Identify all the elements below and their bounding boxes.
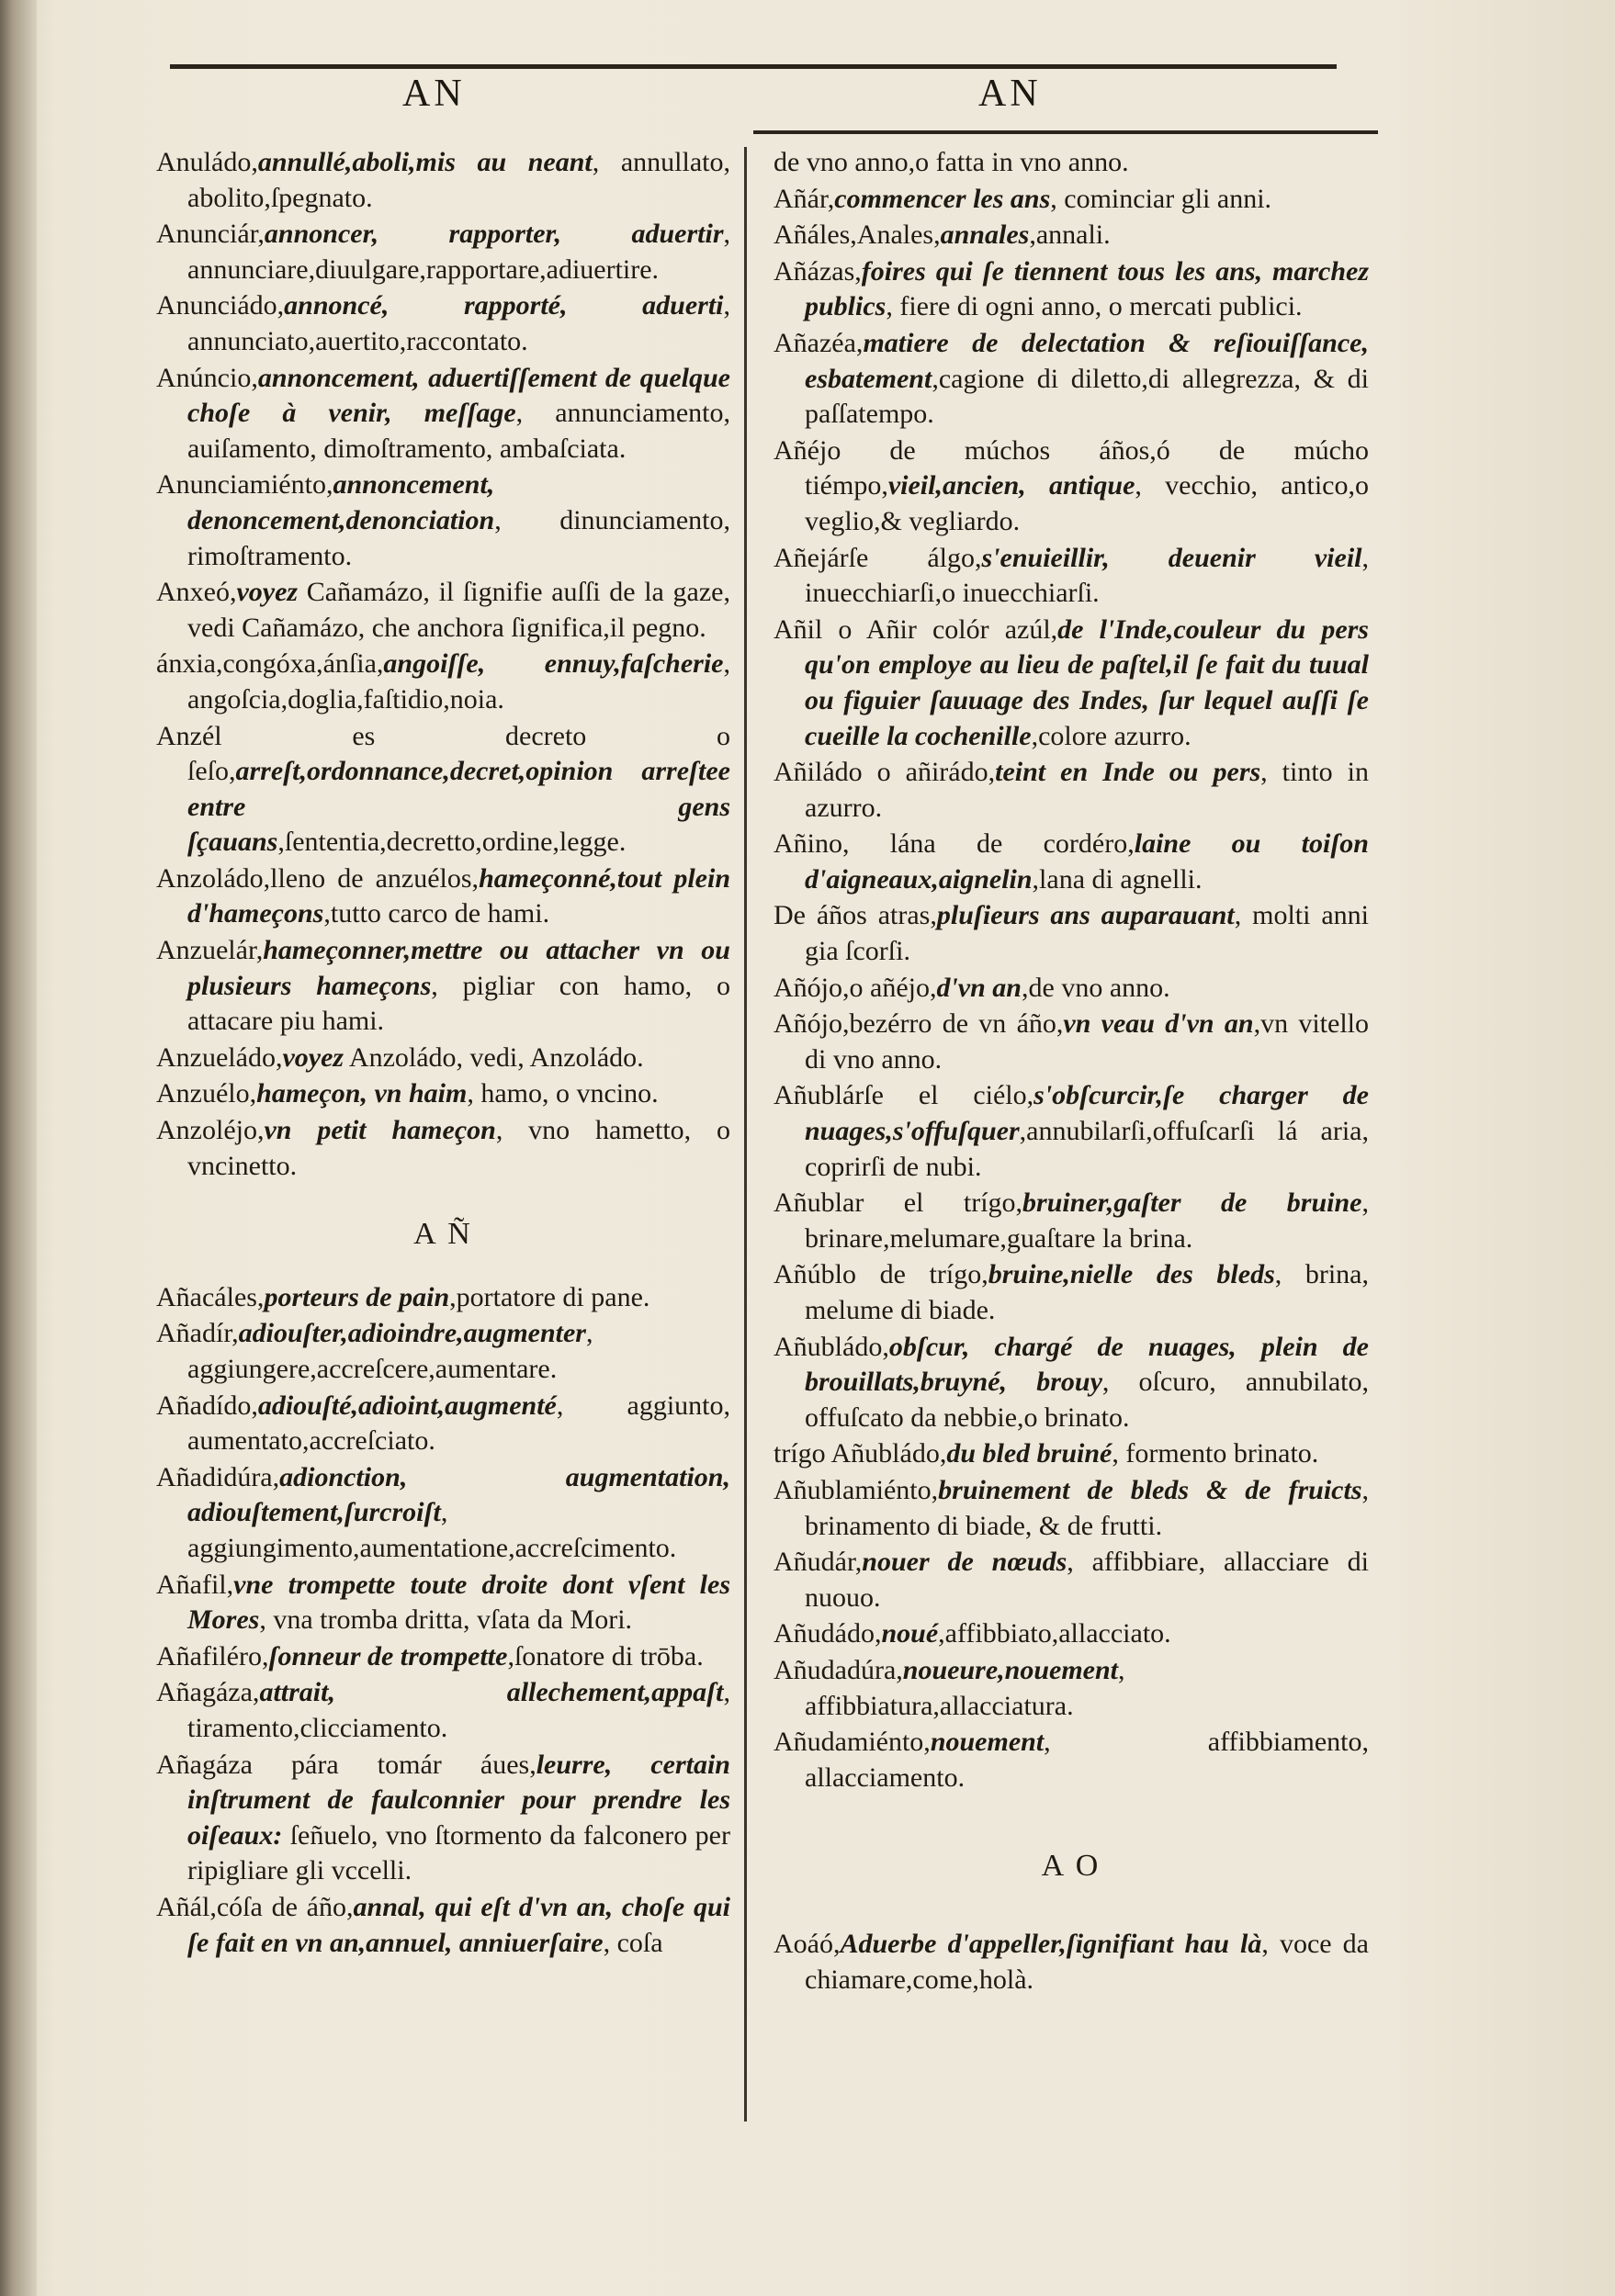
entry-headword: Añublamiénto, [774,1474,939,1505]
dictionary-entry [774,1725,1369,1795]
entry-italian-gloss: , affibbiatura,allacciatura. [805,1654,1125,1721]
dictionary-entry [774,755,1369,826]
entry-french-gloss: vn petit hameçon [264,1115,496,1146]
entry-headword: Anxeó, [156,577,237,608]
entry-headword: Anzoládo,lleno de anzuélos, [156,862,480,894]
dictionary-entry [156,1675,730,1746]
dictionary-entry [774,1257,1369,1328]
entry-french-gloss: annal, qui eſt d'vn an, choſe qui ſe fait en vn an,annuel, anniuerſaire [187,1891,730,1958]
entry-french-gloss: d'vn an [936,972,1022,1003]
entry-french-gloss: nouement [930,1727,1045,1758]
dictionary-entry [774,182,1369,218]
entry-french-gloss: angoiſſe, ennuy,faſcherie [383,648,724,680]
entry-french-gloss: adionction, augmentation, adiouſtement,ſurcroiſt [187,1461,730,1528]
entry-headword: Anunciár, [156,219,265,250]
entry-italian-gloss: , brinare,melumare,guaſtare la brina. [805,1187,1369,1254]
entry-headword: Anzuélo, [156,1078,257,1109]
entry-headword: Añadído, [156,1390,258,1421]
left-entries [156,145,730,1184]
dictionary-entry [774,254,1369,325]
entry-french-gloss: leurre, certain inſtrument de faulconnier pour prendre les oiſeaux: [187,1749,730,1851]
entry-headword: Añafiléro, [156,1640,269,1671]
dictionary-entry [156,861,730,932]
dictionary-entry [156,1041,730,1076]
entry-headword: Añubládo, [774,1331,889,1362]
entry-italian-gloss: , vno hametto, o vncinetto. [187,1115,731,1181]
entry-italian-gloss: , annullato, abolito,ſpegnato. [187,147,730,213]
entry-italian-gloss: ,annubilarſi,offuſcarſi lá aria, coprirſi de nubi. [805,1116,1369,1182]
entry-headword: Añiládo o añirádo, [774,757,996,788]
entry-headword: Anzueládo, [156,1041,283,1073]
entry-french-gloss: hameçonné,tout plein d'hameçons [187,862,731,929]
dictionary-entry [156,933,730,1040]
entry-italian-gloss: , annunciato,auertito,raccontato. [187,290,730,356]
right-column [774,145,1369,1998]
entry-headword: Anunciamiénto, [156,469,333,501]
entry-italian-gloss: ,tutto carco de hami. [323,898,550,929]
entry-italian-gloss: ,annali. [1029,219,1111,251]
entry-italian-gloss: , affibbiamento, allacciamento. [805,1727,1369,1793]
entry-headword: Añagáza, [156,1677,260,1708]
entry-italian-gloss: , affibbiare, allacciare di nuouo. [805,1547,1369,1613]
entry-headword: Añudadúra, [774,1654,903,1685]
dictionary-entry [774,1436,1369,1472]
dictionary-entry [774,541,1369,612]
entry-italian-gloss: ,affibbiato,allacciato. [938,1618,1171,1649]
dictionary-entry [156,1280,730,1316]
left-entries-2 [156,1280,730,1961]
entry-headword: Añójo,bezérro de vn áño, [774,1008,1064,1040]
entry-french-gloss: vne trompette toute droite dont vſent les Mores [187,1569,730,1636]
entry-headword: Añublárſe el ciélo, [774,1080,1034,1111]
entry-headword: Anúncio, [156,362,258,393]
entry-headword: Añál,cóſa de áño, [156,1891,354,1922]
dictionary-entry [156,467,730,574]
entry-french-gloss: voyez [236,577,299,608]
entry-french-gloss: foires qui ſe tiennent tous les ans, marchez publics [805,255,1369,322]
entry-italian-gloss: , vna tromba dritta, vſata da Mori. [259,1604,633,1636]
entry-headword: De áños atras, [774,900,937,931]
entry-headword: ánxia,congóxa,ánſia, [156,648,384,680]
entry-french-gloss: voyez [282,1041,344,1073]
entry-italian-gloss: , aggiungimento,aumentatione,accreſcimento. [187,1497,677,1563]
dictionary-entry [774,613,1369,754]
entry-french-gloss: Aduerbe d'appeller,ſignifiant hau là [840,1928,1262,1959]
entry-headword: Añafil, [156,1569,234,1600]
entry-french-gloss: du bled bruiné [946,1438,1112,1469]
entry-italian-gloss: Cañamázo, il ſignifie auſſi de la gaze, vedi Cañamázo, che anchora ſignifica,il pegno. [187,577,730,643]
dictionary-entry [156,1568,730,1638]
dictionary-entry [774,433,1369,540]
dictionary-entry [156,1460,730,1567]
entry-italian-gloss: , brina, melume di biade. [805,1259,1369,1325]
entry-italian-gloss: ,ſonatore di trōba. [507,1640,704,1671]
entry-french-gloss: noueure,nouement [902,1654,1119,1685]
entry-headword: Añár, [774,183,835,214]
entry-headword: Añadidúra, [156,1461,280,1492]
entry-french-gloss: ſonneur de trompette [268,1640,508,1671]
head-rule-right [753,130,1378,134]
dictionary-entry [156,217,730,287]
entry-french-gloss: annoncement, aduertiſſement de quelque choſe à venir, meſſage [187,362,730,429]
dictionary-entry [156,575,730,646]
entry-headword: Anunciádo, [156,290,285,321]
entry-french-gloss: s'obſcurcir,ſe charger de nuages,s'offuſquer [805,1080,1369,1147]
entry-headword: trígo Añubládo, [774,1438,947,1469]
dictionary-entry [774,1186,1369,1256]
entry-headword: Añúblo de trígo, [774,1259,988,1290]
entry-italian-gloss: , annunciamento, auiſamento, dimoſtramento, ambaſciata. [187,398,730,464]
dictionary-entry [774,1007,1369,1077]
entry-headword: Añagáza pára tomár áues, [156,1749,536,1780]
entry-italian-gloss: , aggiunto, aumentato,accreſciato. [187,1390,730,1457]
entry-headword: Añáles,Anales, [774,219,941,251]
dictionary-entry [156,1639,730,1675]
entry-italian-gloss: , coſa [603,1927,663,1958]
entry-headword: Añino, lána de cordéro, [774,828,1135,860]
dictionary-entry [156,1748,730,1889]
dictionary-entry [156,145,730,216]
entry-french-gloss: teint en Inde ou pers [995,757,1261,788]
entry-french-gloss: bruiner,gaſter de bruine [1022,1187,1362,1219]
running-head-left: AN [402,73,466,115]
entry-french-gloss: s'enuieillir, deuenir vieil [981,542,1362,573]
dictionary-entry [774,1616,1369,1652]
dictionary-entry [156,288,730,359]
entry-headword: Añil o Añir colór azúl, [774,613,1058,645]
entry-french-gloss: commencer les ans [834,183,1051,214]
entry-headword: Anzél es decreto o ſeſo, [156,720,730,787]
dictionary-entry [156,1113,730,1184]
entry-headword: Añázas, [774,255,862,287]
entry-french-gloss: hameçon, vn haim [256,1078,468,1109]
entry-french-gloss: arreſt,ordonnance,decret,opinion arreſtee entre gens ſçauans [187,756,730,858]
entry-french-gloss: adiouſté,adioint,augmenté [257,1390,557,1421]
column-divider [744,147,747,2122]
entry-italian-gloss: ,vn vitello di vno anno. [805,1008,1369,1075]
entry-italian-gloss: , hamo, o vncino. [467,1078,659,1109]
entry-italian-gloss: , aggiungere,accreſcere,aumentare. [187,1318,593,1384]
dictionary-entry [156,1316,730,1387]
entry-french-gloss: laine ou toiſon d'aigneaux,aignelin [805,828,1369,895]
entry-headword: Añejárſe álgo, [774,542,982,573]
entry-headword: Aoáó, [774,1928,841,1959]
dictionary-entry [774,1545,1369,1615]
dictionary-entry [774,971,1369,1007]
entry-headword: Añudádo, [774,1618,882,1649]
entry-headword: Añadír, [156,1318,239,1349]
entry-french-gloss: bruinement de bleds & de fruicts [938,1474,1362,1505]
entry-french-gloss: nouer de nœuds [862,1547,1067,1578]
entry-italian-gloss: , voce da chiamare,come,holà. [805,1928,1369,1995]
entry-french-gloss: noué [881,1618,939,1649]
entry-italian-gloss: ,de vno anno. [1022,972,1170,1003]
dictionary-entry [774,1330,1369,1436]
entry-headword: Añublar el trígo, [774,1187,1023,1219]
entry-italian-gloss: ,ſententia,decretto,ordine,legge. [277,827,627,858]
entry-french-gloss: annales [940,219,1030,251]
dictionary-entry [774,218,1369,253]
entry-italian-gloss: , oſcuro, annubilato, offuſcato da nebbie,o brinato. [805,1367,1369,1433]
entry-italian-gloss: , vecchio, antico,o veglio,& vegliardo. [805,470,1369,536]
entry-headword: Añéjo de múchos áños,ó de múcho tiémpo, [774,434,1369,501]
entry-french-gloss: annoncé, rapporté, aduerti [284,290,724,321]
page-binding-edge [0,0,37,2296]
entry-french-gloss: vn veau d'vn an [1063,1008,1254,1040]
left-column [156,145,730,1962]
entry-french-gloss: annoncer, rapporter, aduertir [264,219,724,250]
dictionary-entry [774,326,1369,433]
dictionary-entry [774,898,1369,969]
entry-italian-gloss: , cominciar gli anni. [1050,183,1272,214]
entry-italian-gloss: , fiere di ogni anno, o mercati publici. [886,291,1303,322]
dictionary-entry [156,361,730,467]
entry-french-gloss: attrait, allechement,appaſt [259,1677,724,1708]
entry-italian-gloss: , molti anni gia ſcorſi. [805,900,1369,967]
right-entries [774,145,1369,1795]
dictionary-entry [156,1389,730,1459]
section-heading-an-tilde: A Ñ [413,1217,473,1252]
entry-italian-gloss: , pigliar con hamo, o attacare piu hami. [187,970,731,1037]
entry-french-gloss: annoncement, denoncement,denonciation [187,469,495,535]
dictionary-entry [774,1078,1369,1185]
entry-french-gloss: hameçonner,mettre ou attacher vn ou plusieurs hameçons [187,935,730,1001]
entry-headword: Añazéa, [774,327,864,358]
entry-italian-gloss: , inuecchiarſi,o inuecchiarſi. [805,542,1369,609]
entry-headword: Anzuelár, [156,935,264,966]
entry-italian-gloss: , dinunciamento, rimoſtramento. [187,504,730,571]
entry-italian-gloss: ,portatore di pane. [449,1281,650,1312]
entry-french-gloss: matiere de delectation & reſiouiſſance, esbatement [805,327,1369,394]
entry-french-gloss: obſcur, chargé de nuages, plein de brouillats,bruyné, brouy [805,1331,1369,1398]
dictionary-entry [156,647,730,717]
dictionary-entry [774,1653,1369,1724]
entry-french-gloss: de l'Inde,couleur du pers qu'on employe au lieu de paſtel,il ſe fait du tuual ou figuier ſauuage des Indes, ſur lequel auſſi ſe cueille la cochenille [805,613,1369,751]
entry-italian-gloss: ,colore azurro. [1031,720,1191,751]
entry-italian-gloss: ſeñuelo, vno ſtormento da falconero per ripigliare gli vccelli. [187,1819,730,1886]
dictionary-entry [156,1890,730,1961]
entry-headword: Añacáles, [156,1281,265,1312]
top-rule [170,64,1337,69]
entry-italian-gloss: , annunciare,diuulgare,rapportare,adiuertire. [187,219,730,285]
right-entries-2 [774,1927,1369,1998]
dictionary-entry [774,145,1369,181]
section-heading-ao: A O [1041,1849,1101,1884]
dictionary-entry [156,1076,730,1112]
entry-headword: Anzoléjo, [156,1115,265,1146]
dictionary-entry [156,719,730,861]
entry-french-gloss: vieil,ancien, antique [887,470,1135,501]
entry-italian-gloss: ,cagione di diletto,di allegrezza, & di paſſatempo. [805,363,1369,430]
running-head-right: AN [978,73,1042,115]
entry-italian-gloss: de vno anno,o fatta in vno anno. [774,147,1129,177]
entry-french-gloss: porteurs de pain [264,1281,450,1312]
entry-headword: Anuládo, [156,147,258,177]
entry-headword: Añudár, [774,1547,863,1578]
entry-french-gloss: adiouſter,adioindre,augmenter [238,1318,586,1349]
entry-italian-gloss: , tinto in azurro. [805,757,1370,823]
entry-french-gloss: bruine,nielle des bleds [988,1259,1275,1290]
entry-french-gloss: pluſieurs ans auparauant [936,900,1235,931]
dictionary-entry [774,827,1369,897]
entry-french-gloss: annullé,aboli,mis au neant [257,147,593,177]
entry-italian-gloss: , angoſcia,doglia,faſtidio,noia. [187,648,730,715]
entry-italian-gloss: Anzoládo, vedi, Anzoládo. [344,1041,644,1073]
entry-italian-gloss: , brinamento di biade, & de frutti. [805,1474,1369,1541]
dictionary-entry [774,1473,1369,1544]
entry-headword: Añudamiénto, [774,1727,931,1758]
entry-italian-gloss: , tiramento,clicciamento. [187,1677,730,1743]
entry-headword: Añójo,o añéjo, [774,972,937,1003]
dictionary-entry [774,1927,1369,1998]
entry-italian-gloss: ,lana di agnelli. [1032,863,1203,895]
entry-italian-gloss: , formento brinato. [1112,1438,1319,1469]
